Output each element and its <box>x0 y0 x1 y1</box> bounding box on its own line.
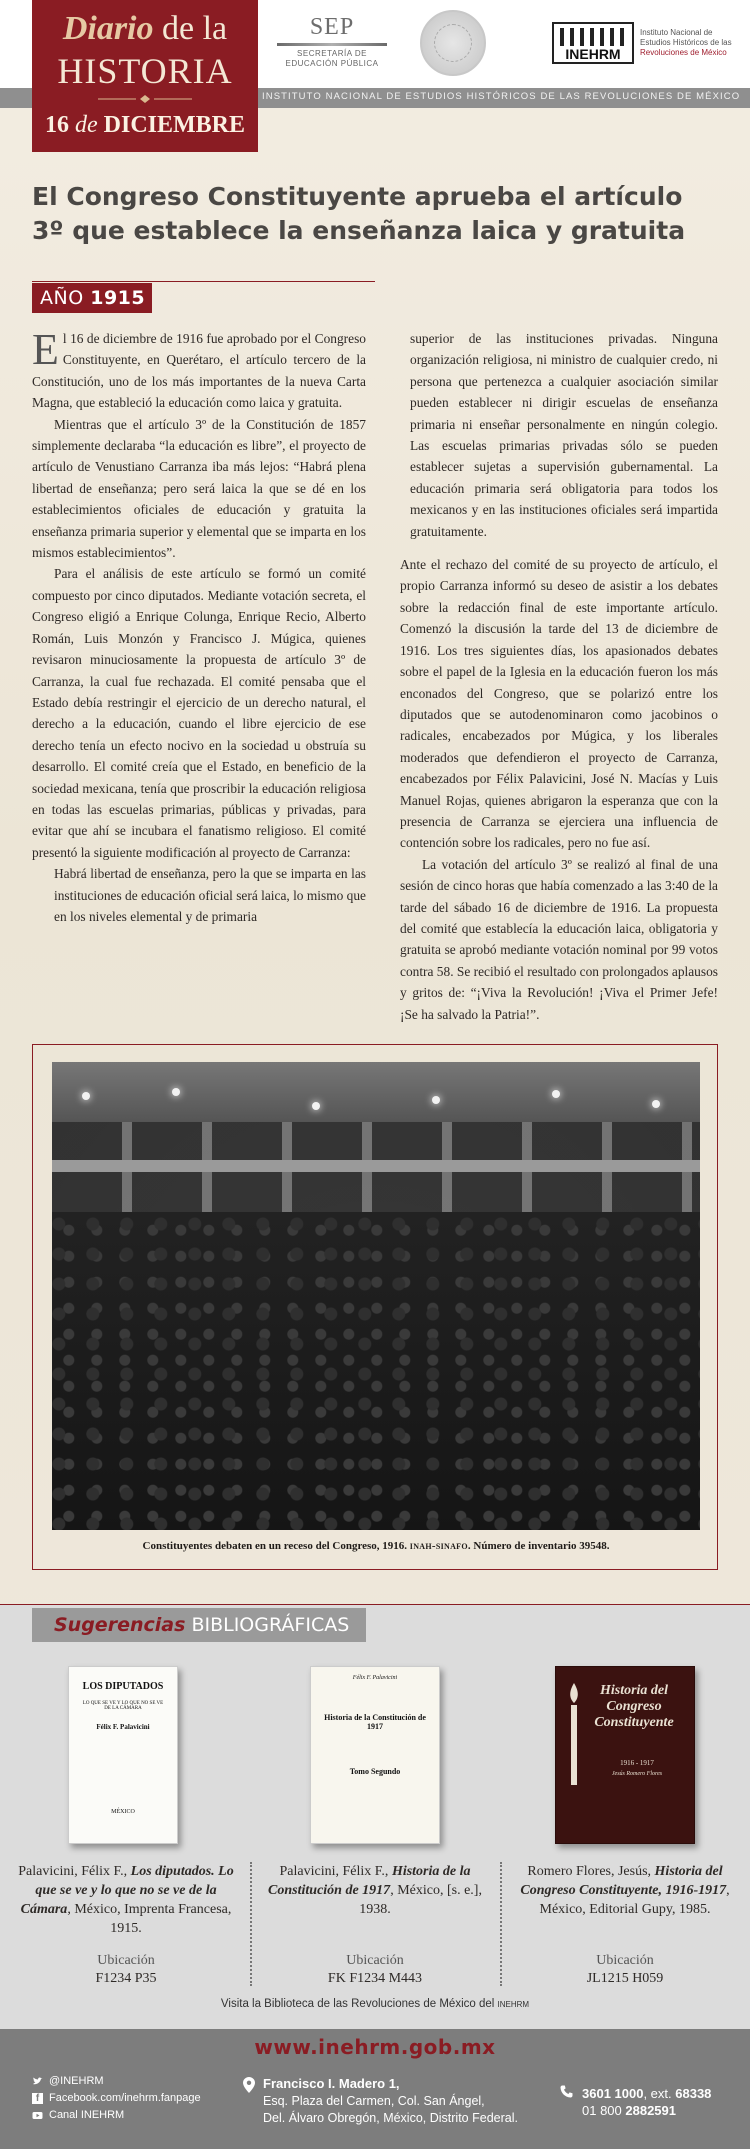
visit-text: Visita la Biblioteca de las Revoluciones de México del <box>220 1998 495 2010</box>
book-2-cover-author: Félix F. Palavicini <box>352 1675 398 1681</box>
date-day: 16 <box>44 112 69 138</box>
columns-icon <box>560 28 626 46</box>
book-1-cover-sub: LO QUE SE VE Y LO QUE NO SE VE DE LA CÁMARA <box>82 1701 164 1711</box>
channel-name: INEHRM <box>80 2109 125 2121</box>
year-label: AÑO <box>40 287 84 309</box>
book-1-location-label: Ubicación <box>97 1953 155 1968</box>
website-link[interactable]: www.inehrm.gob.mx <box>254 2035 496 2059</box>
logo-title-line2: HISTORIA <box>57 51 233 91</box>
book-1-cover-author: Félix F. Palavicini <box>96 1723 150 1731</box>
book-3-title: Historia del Congreso Constituyente, 1916-1917 <box>520 1864 727 1898</box>
heading-italic: Sugerencias <box>54 1614 186 1636</box>
year-badge <box>32 283 152 313</box>
book-3-cover-years: 1916 - 1917 <box>620 1759 654 1767</box>
phone-block <box>560 2085 740 2119</box>
sep-logo[interactable] <box>272 14 392 74</box>
book-2-location-label: Ubicación <box>346 1953 404 1968</box>
twitter-icon <box>32 2076 43 2087</box>
year-rule <box>32 281 375 282</box>
toll-free-row[interactable] <box>582 2102 740 2119</box>
paragraph-4: Ante el rechazo del comité de su proyecto de artículo, el propio Carranza informó su deseo de asistir a los debates sobre la redacción final de este importante artículo. Comenzó la discusión la tarde del 13 de diciembre de 1916. Los tres siguientes días, los apasionados debates sobre el papel de la Iglesia en la educación fueron los más enconados del Congreso, que se polarizó entre los diputados que se autodenominaron como jacobinos o radicales, encabezados por Múgica, y los liberales moderados que defendieron el proyecto de Carranza, encabezados por Félix Palavicini, José N. Macías y Luis Manuel Rojas, quienes abrigaron la esperanza que con la presencia de Carranza se ejerciera una influencia de contención sobre los radicales, pero no fue así. <box>400 557 718 851</box>
inehrm-name-line3: Revoluciones de México <box>640 48 727 57</box>
book-1-publication: , México, Imprenta Francesa, 1915. <box>67 1902 232 1936</box>
book-1-author: Palavicini, Félix F., <box>18 1864 128 1879</box>
book-3-location <box>512 1952 738 1988</box>
caption-main: Constituyentes debaten en un receso del Congreso, 1916. <box>142 1540 408 1552</box>
address-line3: Del. Álvaro Obregón, México, Distrito Federal. <box>263 2111 518 2125</box>
logo-word-dela: de la <box>162 10 228 47</box>
article-left-column <box>32 325 366 927</box>
book-3-cover-title: Historia del Congreso Constituyente <box>594 1683 674 1730</box>
sep-title: SEP <box>309 14 355 40</box>
dropcap: E <box>32 325 59 374</box>
paragraph-2: Mientras que el artículo 3º de la Constitución de 1857 simplemente declaraba “la educación es libre”, el proyecto de artículo de Venustiano Carranza iba más lejos: “Habrá plena libertad de enseñanza; pero será laica la que se dé en los establecimientos oficiales de educación y gratuita la enseñanza primaria superior y elemental que se imparta en los mismos establecimientos”. <box>32 416 366 561</box>
book-1-cover-title: LOS DIPUTADOS <box>82 1681 164 1692</box>
phone-main: 3601 1000 <box>582 2086 644 2101</box>
channel-link[interactable] <box>32 2107 222 2124</box>
book-2-title: Historia de la Constitución de 1917 <box>268 1864 471 1898</box>
paragraph-1 <box>32 325 366 414</box>
committee-quote-continued: superior de las instituciones privadas. Ninguna organización religiosa, ni ministro de cualquier credo, ni persona que pertenezca a cualquier asociación similar pueden establecer ni dirigir escuelas de enseñanza primaria ni enseñar personalmente en ningún colegio. Las escuelas primarias privadas sólo se pueden establecer sujetas a supervisión gubernamental. La educación primaria será obligatoria para todos los mexicanos y en las instituciones oficiales será impartida gratuitamente. <box>410 331 718 539</box>
phone-ext: 68338 <box>675 2086 712 2101</box>
location-pin-icon <box>243 2077 255 2093</box>
logo-title-line1 <box>32 10 258 48</box>
congress-photo <box>52 1062 700 1530</box>
address-line1: Francisco I. Madero 1, <box>263 2076 400 2091</box>
book-1-title: Los diputados. Lo que se ve y lo que no se ve de la Cámara <box>20 1864 234 1917</box>
library-visit-note <box>0 1998 750 2010</box>
diario-historia-logo <box>32 0 258 152</box>
sep-subtitle-1: SECRETARÍA DE <box>297 49 367 58</box>
facebook-icon: f <box>32 2093 43 2104</box>
inehrm-name-line1: Instituto Nacional de <box>640 28 713 37</box>
logo-date <box>32 112 258 139</box>
book-2-citation <box>258 1862 492 1919</box>
inehrm-logo-word: INEHRM <box>565 46 621 62</box>
toll-number: 2882591 <box>625 2103 677 2118</box>
book-1-cover-bottom: MÉXICO <box>111 1809 135 1815</box>
book-2-cover-title: Historia de la Constitución de 1917 <box>324 1713 426 1731</box>
facebook-link[interactable] <box>32 2090 222 2107</box>
date-month: DICIEMBRE <box>103 112 245 138</box>
inehrm-name-line2: Estudios Históricos de las <box>640 38 732 47</box>
caption-inventory: . Número de inventario 39548. <box>467 1540 610 1552</box>
sep-subtitle-2: EDUCACIÓN PÚBLICA <box>285 59 379 68</box>
paragraph-5: La votación del artículo 3º se realizó al final de una sesión de cinco horas que había comenzado a las 3:40 de la tarde del sábado 16 de diciembre de 1916. La propuesta del comité que establecía la educación laica, obligatoria y gratuita se aprobó mediante votación nominal por 99 votos contra 58. Se recibió el resultado con prolongados aplausos y gritos de: “¡Viva la Revolución! ¡Viva el Primer Jefe! ¡Se ha salvado la Patria!”. <box>400 856 718 1022</box>
book-3-author: Romero Flores, Jesús, <box>527 1864 652 1879</box>
book-2-cover-volume: Tomo Segundo <box>349 1767 401 1776</box>
heading-rest: BIBLIOGRÁFICAS <box>191 1614 350 1636</box>
year-value: 1915 <box>90 287 146 309</box>
book-1-citation <box>14 1862 238 1938</box>
institute-name-strip: INSTITUTO NACIONAL DE ESTUDIOS HISTÓRICOS DE LAS REVOLUCIONES DE MÉXICO <box>262 91 741 102</box>
facebook-url: Facebook.com/inehrm.fanpage <box>49 2092 201 2104</box>
date-de: de <box>74 112 98 138</box>
social-links <box>32 2073 222 2124</box>
visit-inehrm: inehrm <box>497 1998 530 2010</box>
phone-main-row[interactable] <box>582 2085 740 2102</box>
caption-source: inah-sinafo <box>409 1540 468 1552</box>
paragraph-1-text: l 16 de diciembre de 1916 fue aprobado por el Congreso Constituyente, en Querétaro, el artículo tercero de la Constitución, uno de los más importantes de la nueva Carta Magna, que estableció la educación como laica y gratuita. <box>32 331 366 411</box>
footer <box>0 2029 750 2149</box>
photo-caption <box>52 1540 700 1552</box>
book-2-publication: , México, [s. e.], 1938. <box>359 1883 482 1917</box>
book-3-cover-author: Jesús Romero Flores <box>611 1771 663 1777</box>
book-2-location-code: FK F1234 M443 <box>327 1971 423 1986</box>
column-separator <box>500 1862 502 1986</box>
column-separator <box>250 1862 252 1986</box>
book-3-citation <box>512 1862 738 1919</box>
paragraph-3: Para el análisis de este artículo se formó un comité compuesto por cinco diputados. Mediante votación secreta, el Congreso eligió a Enrique Colunga, Enrique Recio, Alberto Román, Luis Monzón y Francisco J. Múgica, quienes revisaron minuciosamente la propuesta de artículo 3º de Carranza, la cual fue rechazada. El comité pensaba que el Estado debía restringir el ejercicio de un derecho natural, el derecho a la educación, cuando el libre ejercicio de ese derecho tenía un efecto nocivo en la sociedad u obstruía su desarrollo. El comité creía que el Estado, en beneficio de la sociedad mexicana, tenía que proscribir la educación religiosa en todas las escuelas primarias, públicas y privadas, para evitar que ahí se incubara el fanatismo religioso. El comité presentó la siguiente modificación al proyecto de Carranza: <box>32 566 366 860</box>
phone-icon <box>560 2085 573 2102</box>
spacer <box>400 542 718 554</box>
book-1-location-code: F1234 P35 <box>95 1971 157 1986</box>
book-cover-historia-congreso[interactable] <box>555 1666 695 1844</box>
book-cover-historia-constitucion[interactable] <box>310 1666 440 1844</box>
book-3-location-label: Ubicación <box>596 1953 654 1968</box>
phone-ext-label: , ext. <box>643 2086 672 2101</box>
address-block <box>243 2075 543 2127</box>
book-cover-los-diputados[interactable] <box>68 1666 178 1844</box>
video-channel-icon <box>32 2110 43 2121</box>
sep-divider <box>277 43 387 46</box>
toll-prefix: 01 800 <box>582 2103 622 2118</box>
book-1-location <box>14 1952 238 1988</box>
book-3-publication: , México, Editorial Gupy, 1985. <box>539 1883 730 1917</box>
mexico-seal-icon <box>420 10 486 76</box>
twitter-handle: @INEHRM <box>49 2075 104 2087</box>
twitter-link[interactable] <box>32 2073 222 2090</box>
article-title: El Congreso Constituyente aprueba el artículo 3º que establece la enseñanza laica y gratuita <box>32 182 686 245</box>
inehrm-logo[interactable] <box>552 22 634 64</box>
ornament-divider-icon <box>98 94 192 104</box>
book-2-author: Palavicini, Félix F., <box>279 1864 389 1879</box>
address-line2: Esq. Plaza del Carmen, Col. San Ángel, <box>263 2094 485 2108</box>
bibliography-heading <box>32 1608 366 1642</box>
inehrm-full-name <box>640 28 750 58</box>
article-right-column <box>400 328 718 1025</box>
book-2-location <box>258 1952 492 1988</box>
channel-label: Canal <box>49 2109 78 2121</box>
committee-quote: Habrá libertad de enseñanza, pero la que se imparta en las instituciones de educación oficial será laica, lo mismo que en los niveles elemental y de primaria <box>54 866 366 924</box>
logo-word-diario: Diario <box>62 10 154 47</box>
book-3-location-code: JL1215 H059 <box>586 1971 664 1986</box>
